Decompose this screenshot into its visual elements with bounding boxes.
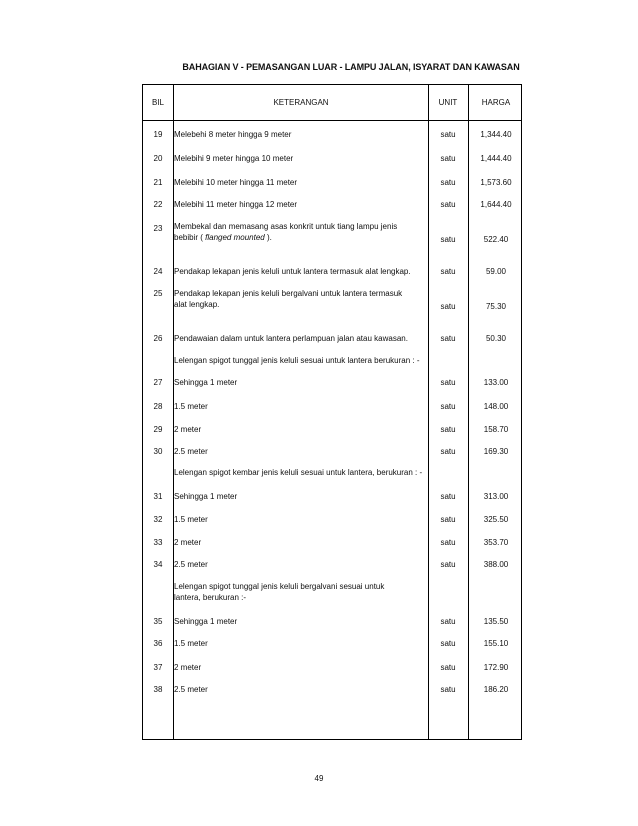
row-keterangan: Melebihi 9 meter hingga 10 meter (174, 154, 294, 163)
price-table (142, 84, 522, 740)
row-bil: 34 (153, 560, 163, 569)
group-heading-line: lantera, berukuran :- (174, 593, 247, 602)
row-bil: 23 (153, 224, 163, 233)
row-unit: satu (440, 560, 456, 569)
row-bil: 30 (153, 447, 163, 456)
row-bil: 32 (153, 515, 163, 524)
row-keterangan: 2.5 meter (174, 685, 208, 694)
row-keterangan: Sehingga 1 meter (174, 378, 238, 387)
row-unit: satu (440, 663, 456, 672)
row-keterangan: Pendakap lekapan jenis keluli untuk lantera termasuk alat lengkap. (174, 267, 411, 276)
row-harga: 172.90 (483, 663, 509, 672)
row-keterangan: 1.5 meter (174, 515, 208, 524)
row-bil: 37 (153, 663, 163, 672)
header-keterangan: KETERANGAN (273, 98, 329, 107)
row-keterangan: 2.5 meter (174, 560, 208, 569)
text-fragment: ). (264, 233, 272, 242)
header-divider (143, 120, 521, 121)
row-harga: 522.40 (483, 235, 509, 244)
row-harga: 59.00 (485, 267, 507, 276)
row-unit: satu (440, 425, 456, 434)
row-unit: satu (440, 154, 456, 163)
row-unit: satu (440, 492, 456, 501)
row-harga: 158.70 (483, 425, 509, 434)
row-keterangan: 1.5 meter (174, 402, 208, 411)
row-keterangan: Melebehi 8 meter hingga 9 meter (174, 130, 292, 139)
row-unit: satu (440, 538, 456, 547)
row-unit: satu (440, 200, 456, 209)
row-bil: 26 (153, 334, 163, 343)
row-bil: 31 (153, 492, 163, 501)
row-bil: 28 (153, 402, 163, 411)
row-keterangan-line: Membekal dan memasang asas konkrit untuk tiang lampu jenis (174, 222, 398, 231)
group-heading-line: Lelengan spigot tunggal jenis keluli bergalvani sesuai untuk (174, 582, 385, 591)
row-bil: 27 (153, 378, 163, 387)
row-bil: 29 (153, 425, 163, 434)
group-heading: Lelengan spigot kembar jenis keluli sesuai untuk lantera, berukuran : - (174, 468, 423, 477)
row-harga: 1,444.40 (480, 154, 512, 163)
row-harga: 1,644.40 (480, 200, 512, 209)
row-unit: satu (440, 267, 456, 276)
row-harga: 155.10 (483, 639, 509, 648)
row-keterangan: 2 meter (174, 663, 202, 672)
row-keterangan: Sehingga 1 meter (174, 617, 238, 626)
row-keterangan: 1.5 meter (174, 639, 208, 648)
row-unit: satu (440, 402, 456, 411)
row-unit: satu (440, 447, 456, 456)
row-keterangan: Melebihi 11 meter hingga 12 meter (174, 200, 298, 209)
row-bil: 22 (153, 200, 163, 209)
row-bil: 21 (153, 178, 163, 187)
row-harga: 50.30 (485, 334, 507, 343)
row-harga: 388.00 (483, 560, 509, 569)
row-unit: satu (440, 685, 456, 694)
row-bil: 20 (153, 154, 163, 163)
row-harga: 148.00 (483, 402, 509, 411)
row-unit: satu (440, 639, 456, 648)
row-unit: satu (440, 235, 456, 244)
row-keterangan (174, 221, 428, 243)
row-bil: 38 (153, 685, 163, 694)
row-keterangan: Pendawaian dalam untuk lantera perlampuan jalan atau kawasan. (174, 334, 408, 343)
header-unit: UNIT (438, 98, 458, 107)
row-keterangan-line (174, 232, 428, 243)
page-number: 49 (314, 774, 324, 783)
page-title: BAHAGIAN V - PEMASANGAN LUAR - LAMPU JALAN, ISYARAT DAN KAWASAN (182, 62, 520, 72)
text-fragment: bebibir ( (174, 233, 206, 242)
header-bil: BIL (151, 98, 164, 107)
row-harga: 75.30 (485, 302, 507, 311)
row-harga: 169.30 (483, 447, 509, 456)
row-harga: 353.70 (483, 538, 509, 547)
header-harga: HARGA (481, 98, 511, 107)
italic-term: flanged mounted (205, 233, 265, 242)
row-unit: satu (440, 334, 456, 343)
row-harga: 186.20 (483, 685, 509, 694)
row-harga: 135.50 (483, 617, 509, 626)
row-unit: satu (440, 130, 456, 139)
row-bil: 33 (153, 538, 163, 547)
row-harga: 1,573.60 (480, 178, 512, 187)
row-unit: satu (440, 515, 456, 524)
row-unit: satu (440, 302, 456, 311)
row-unit: satu (440, 617, 456, 626)
row-bil: 19 (153, 130, 163, 139)
group-heading: Lelengan spigot tunggal jenis keluli sesuai untuk lantera berukuran : - (174, 356, 420, 365)
row-harga: 313.00 (483, 492, 509, 501)
row-keterangan-line: Pendakap lekapan jenis keluli bergalvani untuk lantera termasuk (174, 289, 403, 298)
row-bil: 36 (153, 639, 163, 648)
group-heading (174, 581, 428, 603)
row-harga: 133.00 (483, 378, 509, 387)
row-harga: 1,344.40 (480, 130, 512, 139)
row-bil: 35 (153, 617, 163, 626)
row-harga: 325.50 (483, 515, 509, 524)
row-keterangan: 2.5 meter (174, 447, 208, 456)
row-keterangan (174, 288, 428, 310)
row-keterangan: 2 meter (174, 538, 202, 547)
row-keterangan: Sehingga 1 meter (174, 492, 238, 501)
row-unit: satu (440, 178, 456, 187)
row-keterangan-line: alat lengkap. (174, 300, 220, 309)
row-unit: satu (440, 378, 456, 387)
row-bil: 24 (153, 267, 163, 276)
row-bil: 25 (153, 289, 163, 298)
row-keterangan: 2 meter (174, 425, 202, 434)
row-keterangan: Melebihi 10 meter hingga 11 meter (174, 178, 298, 187)
